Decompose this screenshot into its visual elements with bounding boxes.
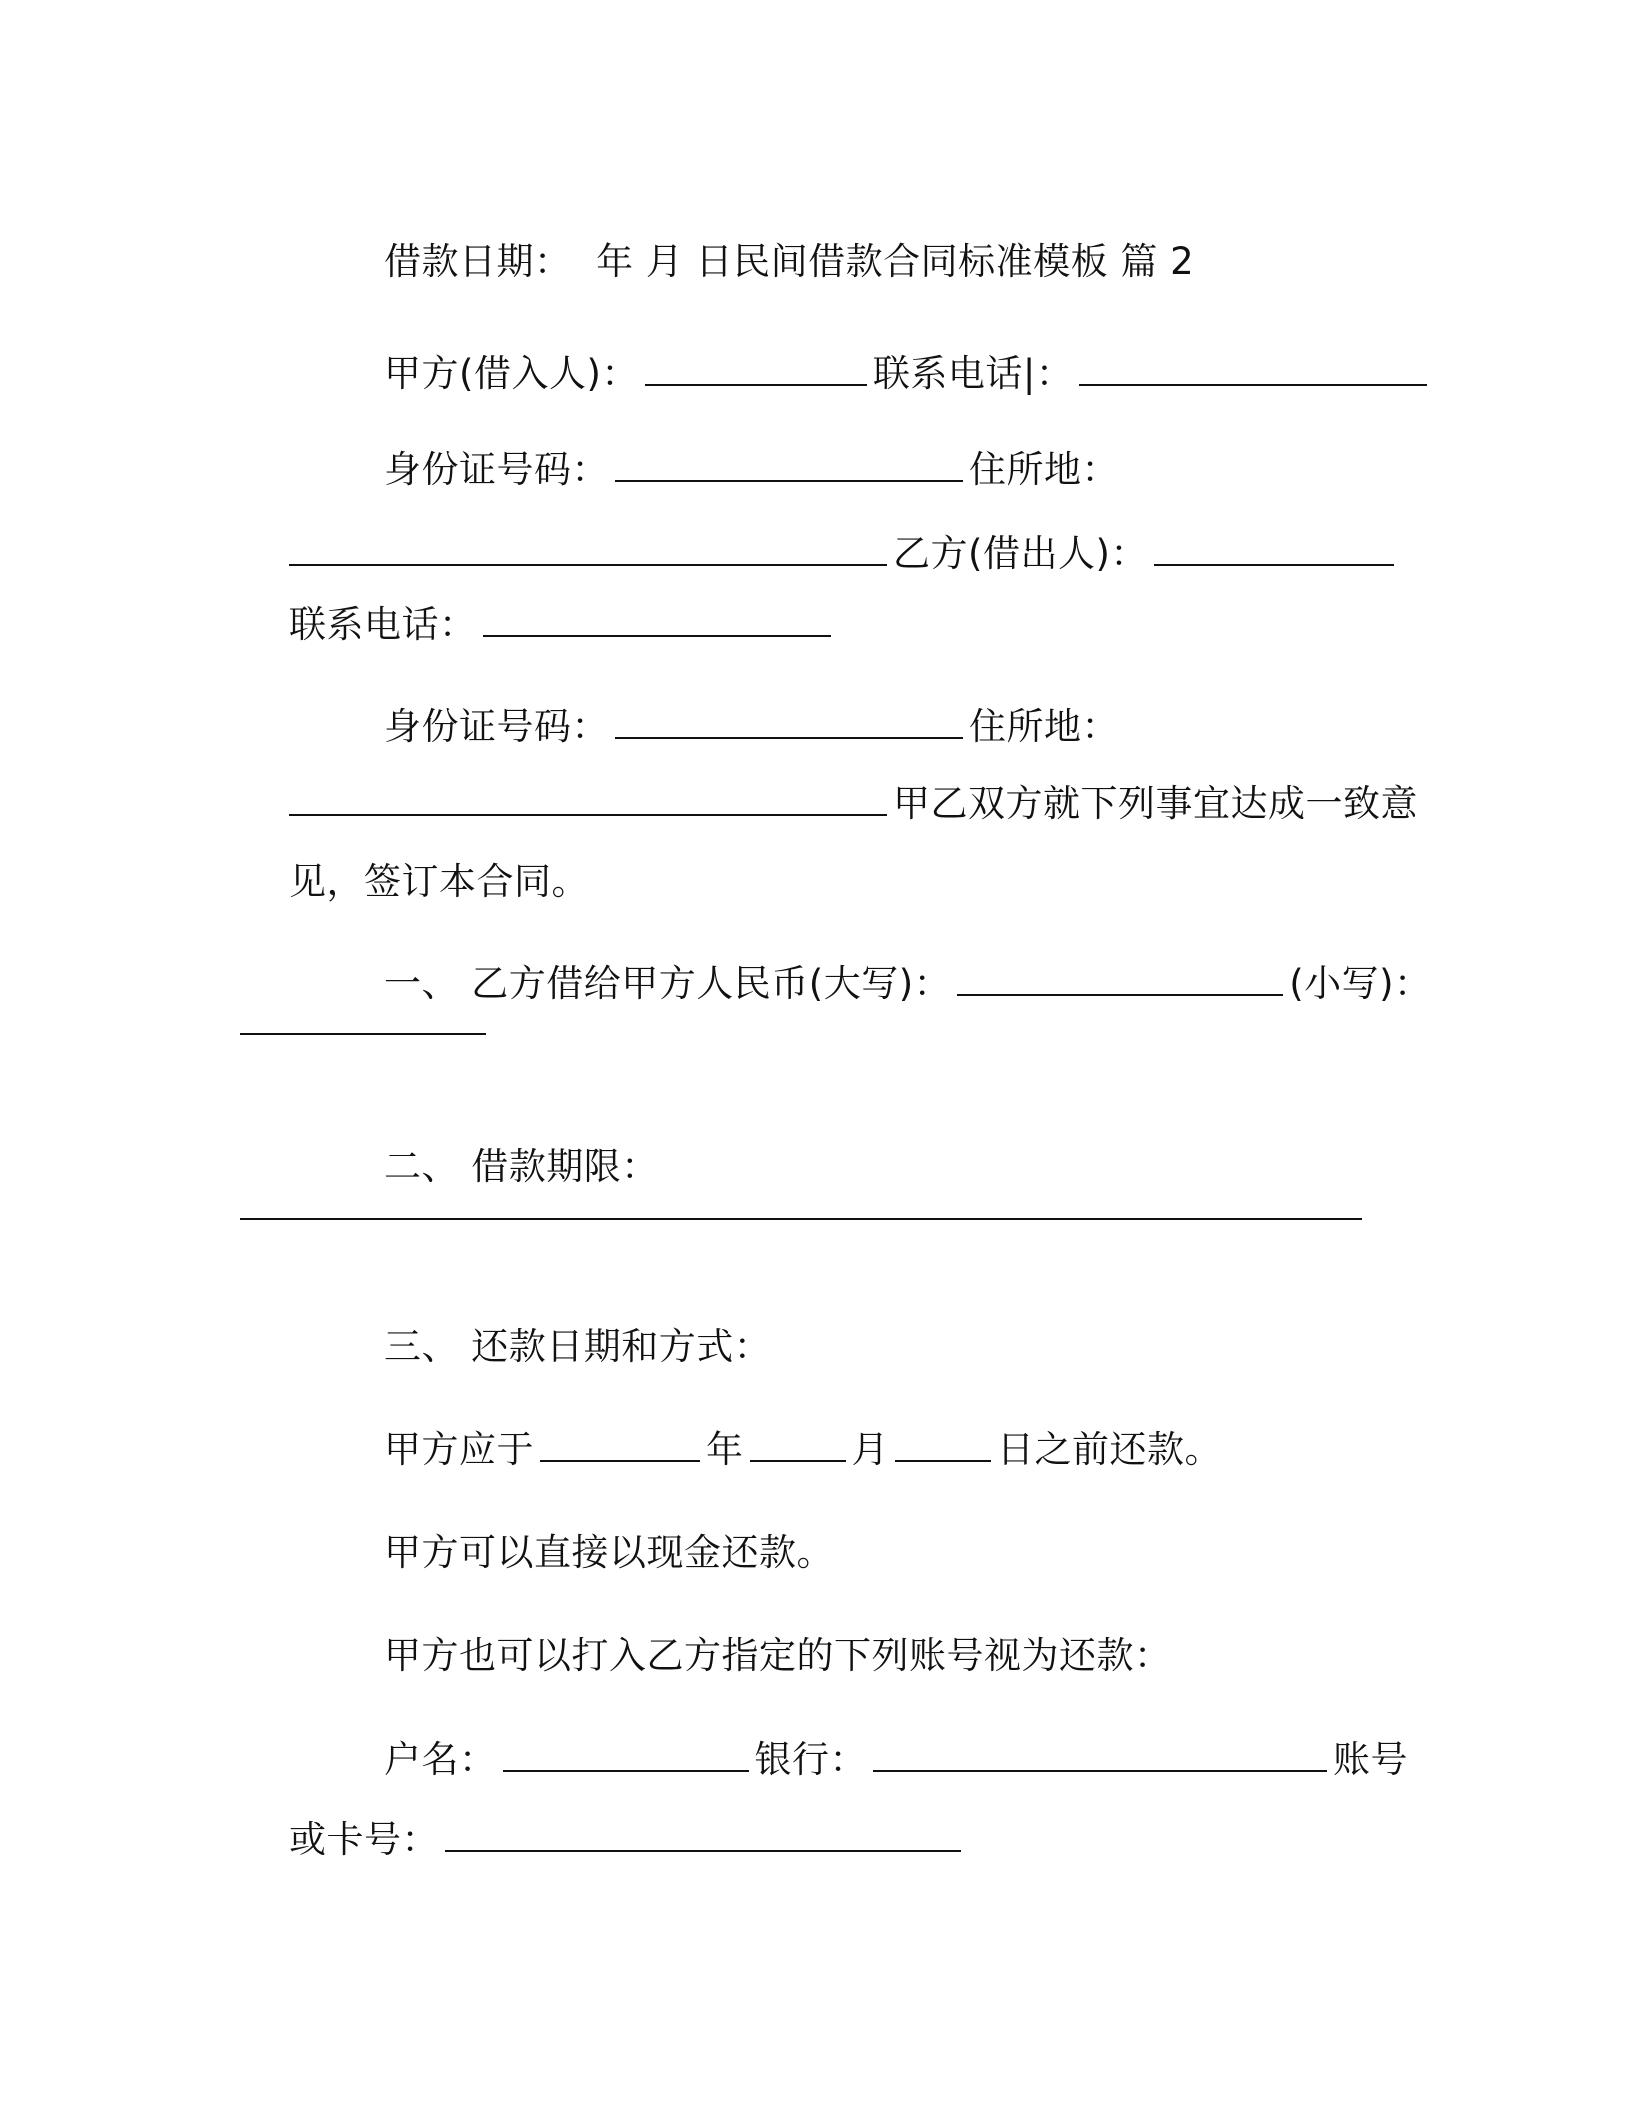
- party-b-address-label: 住所地：: [969, 705, 1120, 748]
- account-number-label: 账号: [1333, 1738, 1409, 1781]
- clause-2-text: 二、 借款期限：: [384, 1145, 659, 1188]
- day-label: 日之前还款。: [997, 1428, 1223, 1471]
- repay-day-blank: [895, 1426, 991, 1462]
- card-number-line: [240, 1768, 967, 1912]
- party-b-phone-label: 联系电话：: [289, 603, 477, 646]
- party-a-address-label: 住所地：: [969, 448, 1120, 491]
- bank-label: 银行：: [754, 1738, 868, 1781]
- party-b-id-label: 身份证号码：: [384, 705, 610, 748]
- clause-3-text: 三、 还款日期和方式：: [384, 1325, 772, 1368]
- agreement-text: 甲乙双方就下列事宜达成一致意: [893, 782, 1419, 825]
- clause-1-line: [335, 912, 1432, 1056]
- agreement-continued-text: 见，签订本合同。: [289, 860, 590, 903]
- party-a-phone-blank: [1079, 350, 1427, 386]
- clause-1-text: 一、 乙方借给甲方人民币(大写)：: [384, 962, 952, 1005]
- party-b-label: 乙方(借出人)：: [893, 532, 1148, 575]
- card-number-blank: [445, 1816, 961, 1852]
- loan-date-title-text: 借款日期： 年 月 日民间借款合同标准模板 篇 2: [384, 240, 1195, 283]
- bank-blank: [873, 1736, 1327, 1772]
- party-a-id-label: 身份证号码：: [384, 448, 610, 491]
- account-name-blank: [503, 1736, 749, 1772]
- amount-small-blank: [240, 1033, 486, 1035]
- card-number-label: 或卡号：: [289, 1818, 440, 1861]
- cash-repayment-text: 甲方可以直接以现金还款。: [384, 1531, 835, 1574]
- party-b-phone-blank: [483, 601, 831, 637]
- account-name-label: 户名：: [384, 1738, 497, 1781]
- party-a-phone-label: 联系电话|：: [872, 352, 1074, 395]
- bank-transfer-text: 甲方也可以打入乙方指定的下列账号视为还款：: [384, 1634, 1172, 1677]
- month-label: 月: [851, 1428, 890, 1471]
- repay-month-blank: [750, 1426, 846, 1462]
- repay-year-blank: [540, 1426, 700, 1462]
- loan-term-blank: [240, 1218, 1362, 1220]
- year-label: 年: [706, 1428, 744, 1471]
- repayment-date-prefix: 甲方应于: [384, 1428, 535, 1471]
- amount-small-label: (小写)：: [1289, 962, 1432, 1005]
- party-a-name-blank: [645, 350, 867, 386]
- party-b-name-blank: [1154, 530, 1394, 566]
- party-a-id-blank: [615, 446, 963, 482]
- party-a-label: 甲方(借入人)：: [384, 352, 639, 395]
- amount-capital-blank: [957, 960, 1283, 996]
